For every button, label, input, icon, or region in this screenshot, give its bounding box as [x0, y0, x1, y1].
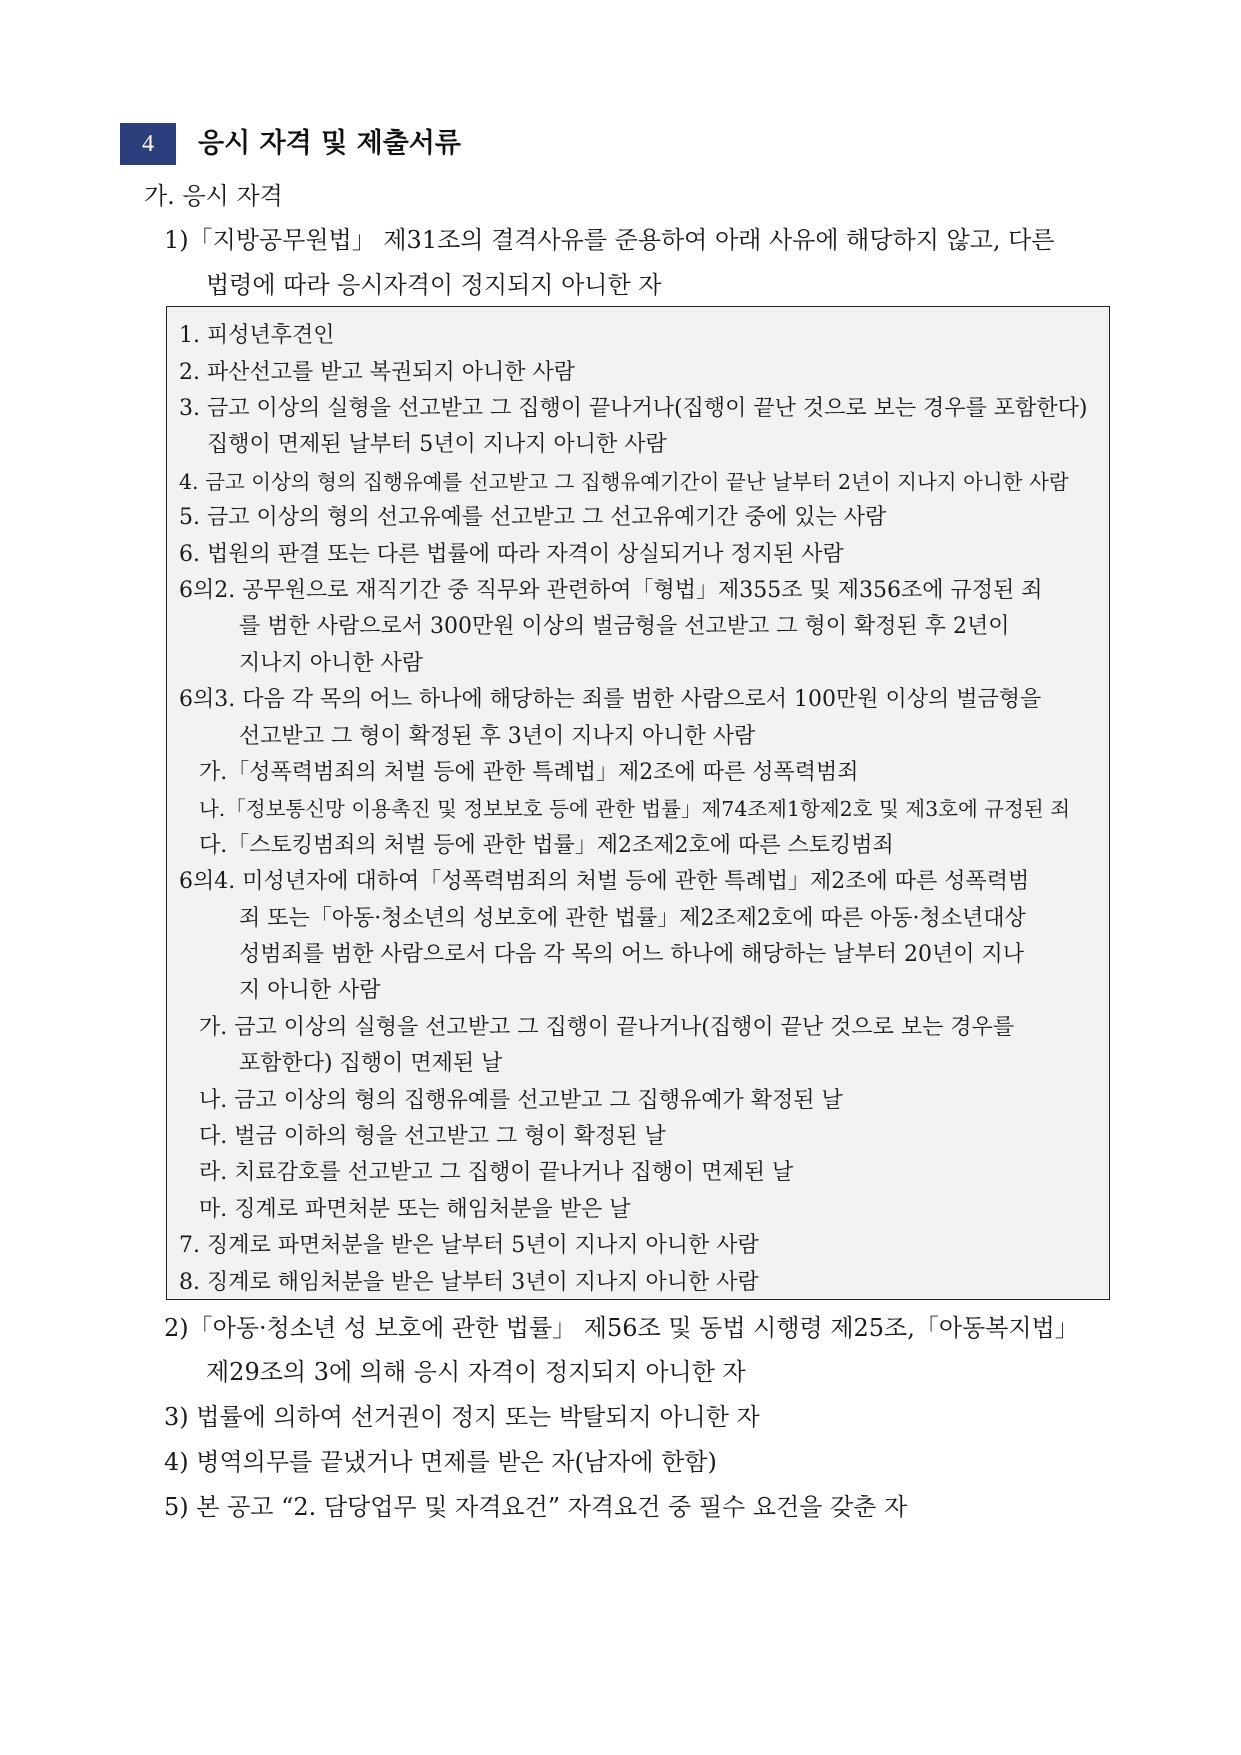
box-line: 1. 피성년후견인	[179, 323, 335, 348]
subheading-eligibility: 가. 응시 자격	[144, 182, 283, 210]
section-number-badge: 4	[120, 123, 176, 165]
box-line: 성범죄를 범한 사람으로서 다음 각 목의 어느 하나에 해당하는 날부터 20년이 지나	[239, 942, 1024, 967]
box-line: 8. 징계로 해임처분을 받은 날부터 3년이 지나지 아니한 사람	[179, 1270, 759, 1295]
box-line: 나. 금고 이상의 형의 집행유예를 선고받고 그 집행유예가 확정된 날	[199, 1088, 843, 1113]
box-line: 가.「성폭력범죄의 처벌 등에 관한 특례법」제2조에 따른 성폭력범죄	[199, 760, 859, 785]
box-line: 4. 금고 이상의 형의 집행유예를 선고받고 그 집행유예기간이 끝난 날부터 2년이 지나지 아니한 사람	[179, 470, 1069, 494]
box-line: 마. 징계로 파면처분 또는 해임처분을 받은 날	[199, 1197, 631, 1222]
box-line: 포함한다) 집행이 면제된 날	[239, 1051, 503, 1076]
eligibility-item-4: 4) 병역의무를 끝냈거나 면제를 받은 자(남자에 한함)	[164, 1448, 717, 1476]
item-1-line-2: 법령에 따라 응시자격이 정지되지 아니한 자	[206, 271, 662, 299]
eligibility-item-5: 5) 본 공고 “2. 담당업무 및 자격요건” 자격요건 중 필수 요건을 갖춘 자	[164, 1493, 908, 1521]
box-line: 6. 법원의 판결 또는 다른 법률에 따라 자격이 상실되거나 정지된 사람	[179, 542, 844, 567]
eligibility-item-1	[164, 218, 1055, 308]
box-line: 지 아니한 사람	[239, 978, 381, 1003]
box-line: 7. 징계로 파면처분을 받은 날부터 5년이 지나지 아니한 사람	[179, 1233, 759, 1258]
item-2-line-2: 제29조의 3에 의해 응시 자격이 정지되지 아니한 자	[206, 1358, 746, 1386]
box-line: 3. 금고 이상의 실형을 선고받고 그 집행이 끝나거나(집행이 끝난 것으로 보는 경우를 포함한다)	[179, 396, 1088, 421]
eligibility-item-3: 3) 법률에 의하여 선거권이 정지 또는 박탈되지 아니한 자	[164, 1403, 760, 1431]
box-line: 다. 벌금 이하의 형을 선고받고 그 형이 확정된 날	[199, 1124, 666, 1149]
box-line: 죄 또는「아동·청소년의 성보호에 관한 법률」제2조제2호에 따른 아동·청소년대상	[239, 906, 1026, 931]
box-line: 다.「스토킹범죄의 처벌 등에 관한 법률」제2조제2호에 따른 스토킹범죄	[199, 833, 894, 858]
box-line: 6의2. 공무원으로 재직기간 중 직무와 관련하여「형법」제355조 및 제356조에 규정된 죄	[179, 578, 1043, 603]
box-line: 라. 치료감호를 선고받고 그 집행이 끝나거나 집행이 면제된 날	[199, 1160, 794, 1185]
box-line: 선고받고 그 형이 확정된 후 3년이 지나지 아니한 사람	[239, 724, 756, 749]
box-line: 집행이 면제된 날부터 5년이 지나지 아니한 사람	[207, 432, 667, 457]
box-line: 나.「정보통신망 이용촉진 및 정보보호 등에 관한 법률」제74조제1항제2호 및 제3호에 규정된 죄	[199, 797, 1070, 821]
box-line: 2. 파산선고를 받고 복권되지 아니한 사람	[179, 360, 575, 385]
box-line: 6의4. 미성년자에 대하여「성폭력범죄의 처벌 등에 관한 특례법」제2조에 따른 성폭력범	[179, 869, 1030, 894]
eligibility-item-2	[164, 1306, 1079, 1350]
eligibility-item-2-cont	[206, 1350, 746, 1394]
box-line: 가. 금고 이상의 실형을 선고받고 그 집행이 끝나거나(집행이 끝난 것으로 보는 경우를	[199, 1015, 1015, 1040]
box-line: 6의3. 다음 각 목의 어느 하나에 해당하는 죄를 범한 사람으로서 100만원 이상의 벌금형을	[179, 687, 1042, 712]
disqualification-box	[166, 306, 1110, 1300]
item-1-line-1: 1)「지방공무원법」 제31조의 결격사유를 준용하여 아래 사유에 해당하지 않고, 다른	[164, 226, 1055, 254]
box-line: 5. 금고 이상의 형의 선고유예를 선고받고 그 선고유예기간 중에 있는 사람	[179, 505, 887, 530]
item-2-line-1: 2)「아동·청소년 성 보호에 관한 법률」 제56조 및 동법 시행령 제25조,「아동복지법」	[164, 1314, 1079, 1342]
box-line: 지나지 아니한 사람	[239, 651, 424, 676]
section-title: 응시 자격 및 제출서류	[198, 128, 461, 159]
box-line: 를 범한 사람으로서 300만원 이상의 벌금형을 선고받고 그 형이 확정된 후 2년이	[239, 614, 1010, 639]
